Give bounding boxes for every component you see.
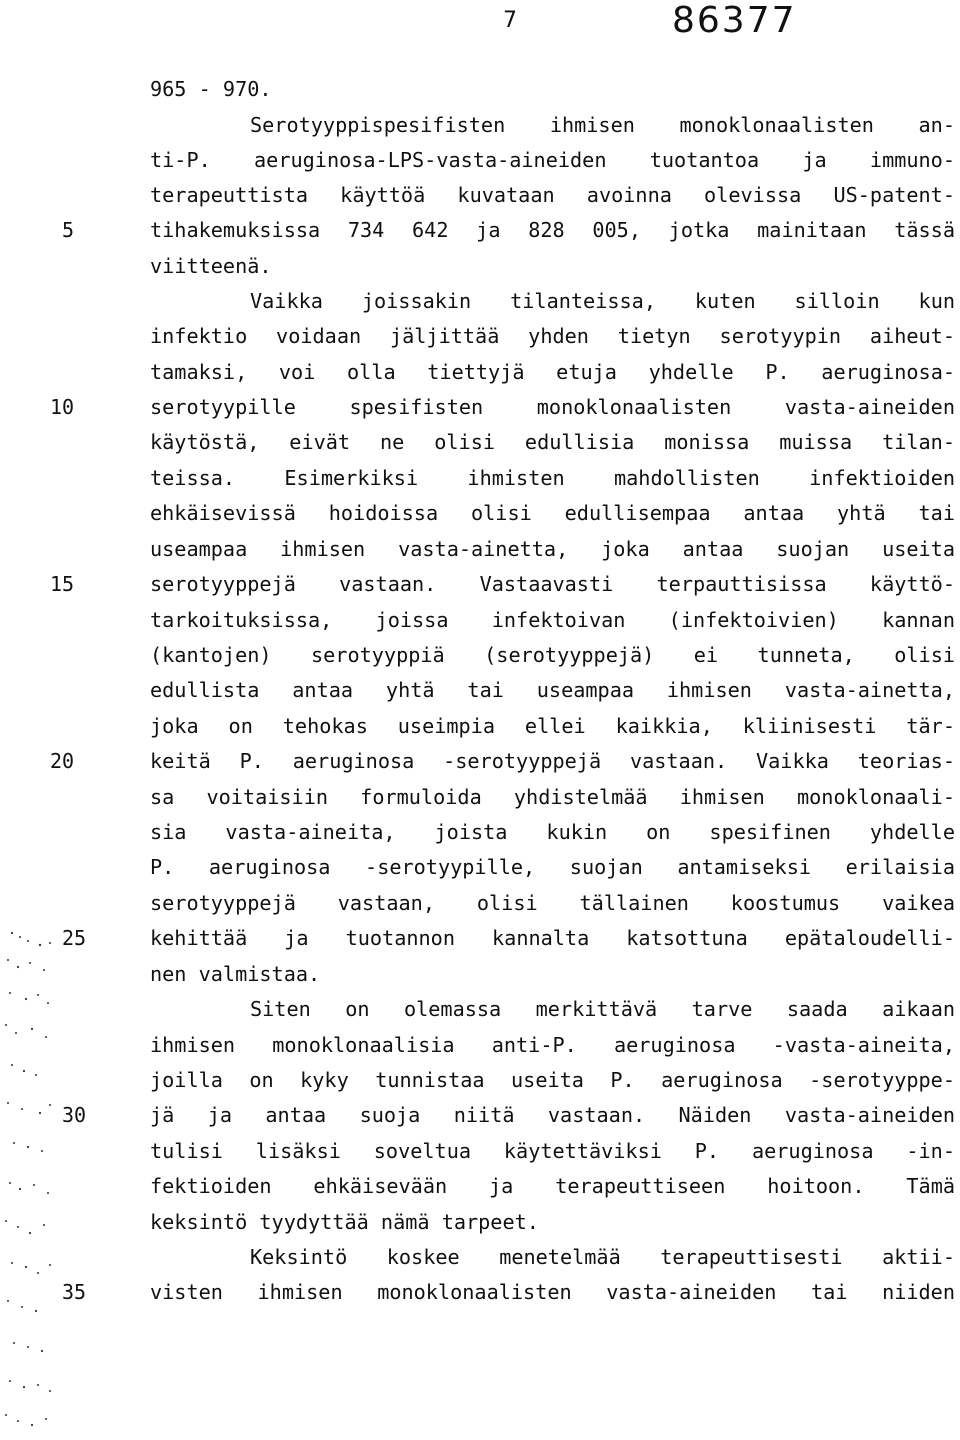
- text-line: sa voitaisiin formuloida yhdistelmää ihmisen monoklonaali-: [150, 785, 955, 809]
- text-line: käytöstä, eivät ne olisi edullisia monissa muissa tilan-: [150, 430, 955, 454]
- text-line: kehittää ja tuotannon kannalta katsottuna epätaloudelli-: [150, 926, 955, 950]
- text-line: edullista antaa yhtä tai useampaa ihmisen vasta-ainetta,: [150, 678, 955, 702]
- line-number: 30: [62, 1103, 87, 1127]
- line-number: 35: [62, 1280, 87, 1304]
- text-line: infektio voidaan jäljittää yhden tietyn serotyypin aiheut-: [150, 324, 955, 348]
- text-line: fektioiden ehkäisevään ja terapeuttiseen hoitoon. Tämä: [150, 1174, 955, 1198]
- line-number: 15: [50, 572, 75, 596]
- text-line: tulisi lisäksi soveltua käytettäviksi P. aeruginosa -in-: [150, 1139, 955, 1163]
- text-line: visten ihmisen monoklonaalisten vasta-aineiden tai niiden: [150, 1280, 955, 1304]
- text-line: serotyyppejä vastaan, olisi tällainen koostumus vaikea: [150, 891, 955, 915]
- line-number: 10: [50, 395, 75, 419]
- text-line: joka on tehokas useimpia ellei kaikkia, kliinisesti tär-: [150, 714, 955, 738]
- text-line: keksintö tyydyttää nämä tarpeet.: [150, 1210, 539, 1234]
- text-line: ehkäisevissä hoidoissa olisi edullisempaa antaa yhtä tai: [150, 501, 955, 525]
- text-line: Keksintö koskee menetelmää terapeuttisesti aktii-: [250, 1245, 955, 1269]
- line-number: 5: [62, 218, 75, 242]
- text-line: 965 - 970.: [150, 77, 272, 101]
- text-line: tarkoituksissa, joissa infektoivan (infektoivien) kannan: [150, 608, 955, 632]
- text-line: serotyyppejä vastaan. Vastaavasti terpauttisissa käyttö-: [150, 572, 955, 596]
- text-line: Siten on olemassa merkittävä tarve saada aikaan: [250, 997, 955, 1021]
- text-line: keitä P. aeruginosa -serotyyppejä vastaan. Vaikka teorias-: [150, 749, 955, 773]
- text-line: jä ja antaa suoja niitä vastaan. Näiden vasta-aineiden: [150, 1103, 955, 1127]
- text-line: P. aeruginosa -serotyypille, suojan antamiseksi erilaisia: [150, 855, 955, 879]
- text-line: nen valmistaa.: [150, 962, 321, 986]
- text-line: terapeuttista käyttöä kuvataan avoinna olevissa US-patent-: [150, 183, 955, 207]
- text-line: joilla on kyky tunnistaa useita P. aeruginosa -serotyyppe-: [150, 1068, 955, 1092]
- patent-number: 86377: [672, 0, 797, 41]
- text-line: ihmisen monoklonaalisia anti-P. aeruginosa -vasta-aineita,: [150, 1033, 955, 1057]
- line-number: 25: [62, 926, 87, 950]
- text-line: sia vasta-aineita, joista kukin on spesifinen yhdelle: [150, 820, 955, 844]
- text-line: tihakemuksissa 734 642 ja 828 005, jotka mainitaan tässä: [150, 218, 955, 242]
- text-line: (kantojen) serotyyppiä (serotyyppejä) ei tunneta, olisi: [150, 643, 955, 667]
- text-line: viitteenä.: [150, 254, 272, 278]
- line-number: 20: [50, 749, 75, 773]
- text-line: serotyypille spesifisten monoklonaalisten vasta-aineiden: [150, 395, 955, 419]
- text-line: Vaikka joissakin tilanteissa, kuten silloin kun: [250, 289, 955, 313]
- text-line: tamaksi, voi olla tiettyjä etuja yhdelle P. aeruginosa-: [150, 360, 955, 384]
- text-line: ti-P. aeruginosa-LPS-vasta-aineiden tuotantoa ja immuno-: [150, 148, 955, 172]
- scan-speckle-marks: [0, 915, 60, 1435]
- page-number: 7: [503, 8, 517, 33]
- text-line: teissa. Esimerkiksi ihmisten mahdollisten infektioiden: [150, 466, 955, 490]
- text-line: Serotyyppispesifisten ihmisen monoklonaalisten an-: [250, 113, 955, 137]
- text-line: useampaa ihmisen vasta-ainetta, joka antaa suojan useita: [150, 537, 955, 561]
